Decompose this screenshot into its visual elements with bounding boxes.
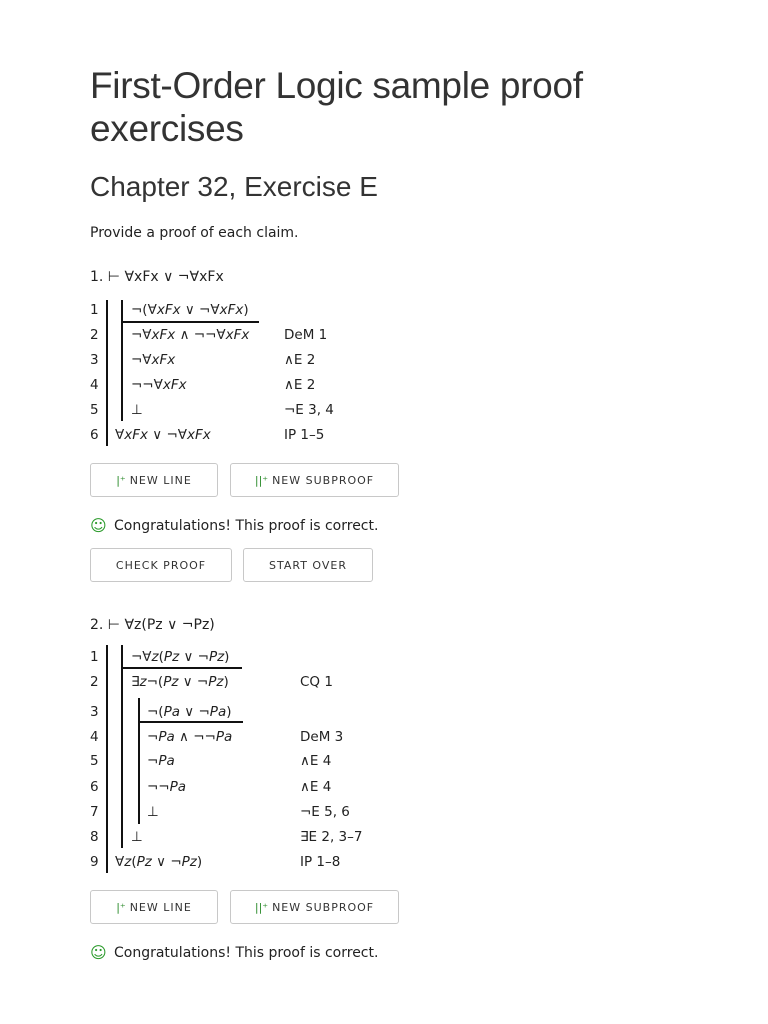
line-formula[interactable]: ⊥	[131, 829, 143, 845]
proof-outer-bar	[106, 645, 108, 873]
line-justification[interactable]: ∧E 4	[300, 779, 332, 795]
new-subproof-button[interactable]	[230, 890, 399, 924]
line-number: 2	[90, 674, 99, 690]
line-number: 4	[90, 377, 99, 393]
line-formula[interactable]: ¬∀z(Pz ∨ ¬Pz)	[131, 649, 230, 665]
new-subproof-icon: ||⁺	[254, 900, 269, 914]
line-justification[interactable]: ∧E 2	[284, 352, 316, 368]
line-number: 7	[90, 804, 99, 820]
subproof-bar	[121, 300, 123, 421]
claim-2: 2. ⊢ ∀z(Pz ∨ ¬Pz)	[90, 617, 215, 633]
claim-1: 1. ⊢ ∀xFx ∨ ¬∀xFx	[90, 269, 224, 285]
smiley-icon: ☺	[90, 516, 107, 535]
line-justification[interactable]: DeM 1	[284, 327, 328, 343]
line-number: 2	[90, 327, 99, 343]
line-number: 1	[90, 302, 99, 318]
line-formula[interactable]: ⊥	[131, 402, 143, 418]
line-formula[interactable]: ∃z¬(Pz ∨ ¬Pz)	[131, 674, 229, 690]
new-line-icon: |⁺	[116, 900, 126, 914]
subproof-bar	[121, 645, 123, 848]
new-subproof-label: NEW SUBPROOF	[272, 900, 375, 914]
line-justification[interactable]: IP 1–5	[284, 427, 325, 443]
proof-outer-bar	[106, 300, 108, 446]
new-line-icon: |⁺	[116, 473, 126, 487]
line-number: 8	[90, 829, 99, 845]
exercise-subtitle: Chapter 32, Exercise E	[90, 171, 378, 202]
assumption-line	[121, 667, 242, 669]
line-justification[interactable]: ∧E 4	[300, 753, 332, 769]
start-over-label: START OVER	[268, 558, 347, 572]
line-number: 5	[90, 402, 99, 418]
line-formula[interactable]: ⊥	[147, 804, 159, 820]
new-subproof-icon: ||⁺	[254, 473, 269, 487]
inner-subproof-bar	[138, 698, 140, 824]
line-justification[interactable]: CQ 1	[300, 674, 333, 690]
instructions-text: Provide a proof of each claim.	[90, 225, 299, 241]
line-number: 9	[90, 854, 99, 870]
line-number: 6	[90, 427, 99, 443]
new-subproof-label: NEW SUBPROOF	[272, 473, 375, 487]
line-justification[interactable]: IP 1–8	[300, 854, 341, 870]
new-line-label: NEW LINE	[129, 473, 192, 487]
line-formula[interactable]: ¬¬∀xFx	[131, 377, 187, 393]
line-formula[interactable]: ¬(Pa ∨ ¬Pa)	[147, 704, 232, 720]
line-justification[interactable]: ¬E 5, 6	[300, 804, 350, 820]
line-justification[interactable]: DeM 3	[300, 729, 344, 745]
new-subproof-button[interactable]	[230, 463, 399, 497]
line-number: 4	[90, 729, 99, 745]
line-number: 3	[90, 704, 99, 720]
success-message	[90, 943, 378, 962]
start-over-button[interactable]	[243, 548, 373, 582]
success-text: Congratulations! This proof is correct.	[114, 944, 379, 961]
page-title: First-Order Logic sample proof exercises	[90, 65, 583, 149]
line-formula[interactable]: ∀z(Pz ∨ ¬Pz)	[115, 854, 203, 870]
assumption-line	[121, 321, 259, 323]
check-proof-label: CHECK PROOF	[115, 558, 207, 572]
line-formula[interactable]: ¬∀xFx	[131, 352, 176, 368]
line-formula[interactable]: ¬∀xFx ∧ ¬¬∀xFx	[131, 327, 250, 343]
line-formula[interactable]: ¬Pa ∧ ¬¬Pa	[147, 729, 233, 745]
line-number: 6	[90, 779, 99, 795]
line-formula[interactable]: ¬(∀xFx ∨ ¬∀xFx)	[131, 302, 249, 318]
line-number: 1	[90, 649, 99, 665]
line-justification[interactable]: ¬E 3, 4	[284, 402, 334, 418]
new-line-label: NEW LINE	[129, 900, 192, 914]
line-formula[interactable]: ¬Pa	[147, 753, 175, 769]
new-line-button[interactable]	[90, 463, 218, 497]
line-number: 3	[90, 352, 99, 368]
line-number: 5	[90, 753, 99, 769]
check-proof-button[interactable]	[90, 548, 232, 582]
line-formula[interactable]: ∀xFx ∨ ¬∀xFx	[115, 427, 211, 443]
line-formula[interactable]: ¬¬Pa	[147, 779, 187, 795]
line-justification[interactable]: ∧E 2	[284, 377, 316, 393]
new-line-button[interactable]	[90, 890, 218, 924]
success-text: Congratulations! This proof is correct.	[114, 517, 379, 534]
line-justification[interactable]: ∃E 2, 3–7	[300, 829, 363, 845]
success-message	[90, 516, 378, 535]
smiley-icon: ☺	[90, 943, 107, 962]
